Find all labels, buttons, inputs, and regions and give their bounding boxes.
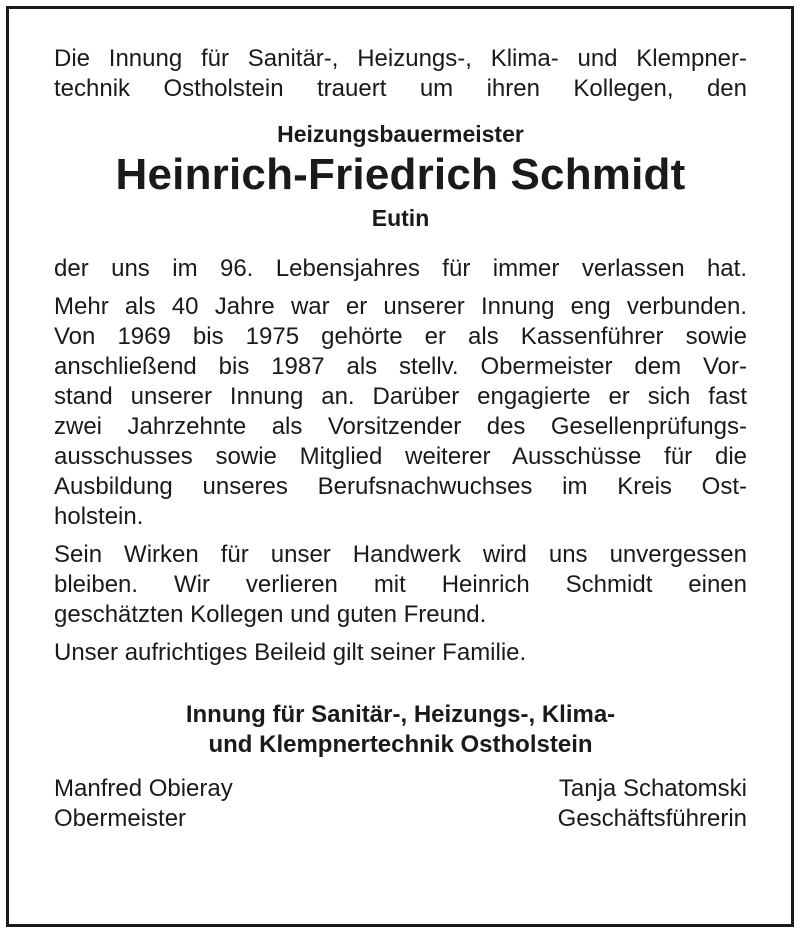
text-line: geschätzten Kollegen und guten Freund. (54, 601, 487, 628)
deceased-name: Heinrich-Friedrich Schmidt (115, 150, 686, 199)
signatory-role: Geschäftsführerin (557, 805, 747, 832)
deceased-place: Eutin (371, 205, 430, 231)
text-line: Sein Wirken für unser Handwerk wird uns unvergessen (54, 541, 747, 568)
signatory-name: Manfred Obieray (54, 775, 233, 802)
text-line: holstein. (54, 503, 144, 530)
deceased-title: Heizungsbauermeister (277, 121, 524, 147)
text-line: stand unserer Innung an. Darüber engagierte er sich fast (54, 383, 747, 410)
signatures (54, 774, 747, 834)
text-line: anschließend bis 1987 als stellv. Obermeister dem Vor- (54, 353, 747, 380)
text-line: Von 1969 bis 1975 gehörte er als Kassenführer sowie (54, 323, 747, 350)
signatory-left (54, 774, 233, 834)
paragraph-remembrance (54, 540, 747, 630)
signatory-right (558, 774, 747, 834)
signatory-role: Obermeister (54, 805, 187, 832)
paragraph-career (54, 292, 747, 532)
text-line: Mehr als 40 Jahre war er unserer Innung eng verbunden. (54, 293, 747, 320)
intro-line: technik Ostholstein trauert um ihren Kollegen, den (54, 75, 747, 102)
text-line: ausschusses sowie Mitglied weiterer Ausschüsse für die (54, 443, 747, 470)
paragraph-condolence: Unser aufrichtiges Beileid gilt seiner Familie. (54, 639, 527, 666)
paragraph-passing: der uns im 96. Lebensjahres für immer verlassen hat. (54, 255, 747, 282)
intro-line: Die Innung für Sanitär-, Heizungs-, Klima- und Klempner- (54, 45, 747, 72)
organization-name (54, 700, 747, 760)
text-line: Ausbildung unseres Berufsnachwuchses im Kreis Ost- (54, 473, 747, 500)
organization-line: und Klempnertechnik Ostholstein (208, 731, 593, 758)
text-line: bleiben. Wir verlieren mit Heinrich Schmidt einen (54, 571, 747, 598)
organization-line: Innung für Sanitär-, Heizungs-, Klima- (185, 701, 616, 728)
signatory-name: Tanja Schatomski (558, 775, 747, 802)
text-line: zwei Jahrzehnte als Vorsitzender des Gesellenprüfungs- (54, 413, 747, 440)
obituary-notice (54, 44, 747, 834)
